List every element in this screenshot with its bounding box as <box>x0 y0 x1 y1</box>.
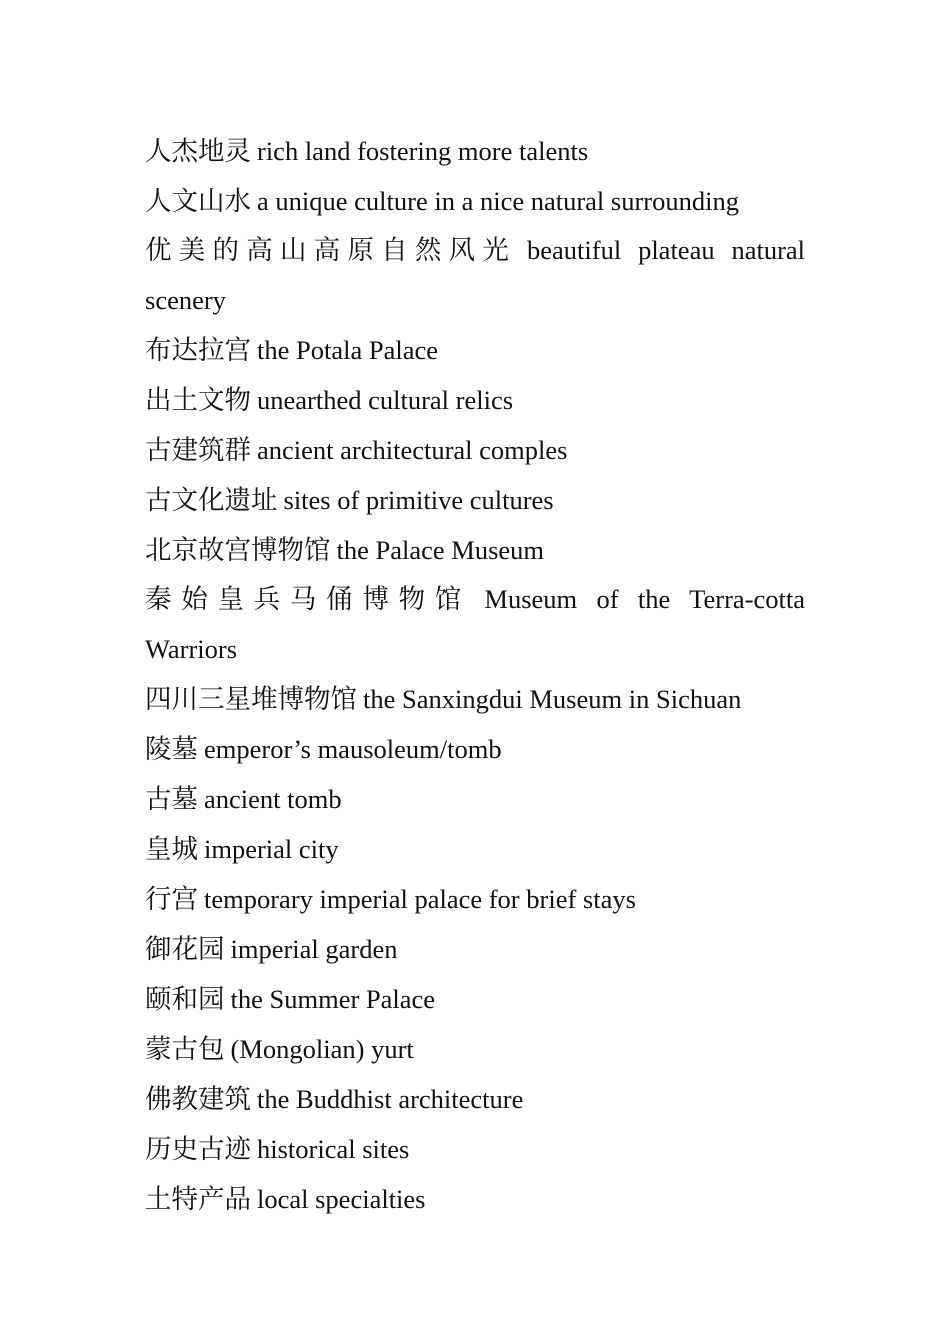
glossary-entry <box>145 375 805 425</box>
entry-english: imperial garden <box>230 934 398 964</box>
entry-chinese: 历史古迹 <box>145 1134 251 1164</box>
entry-chinese: 颐和园 <box>145 984 225 1014</box>
glossary-entry <box>145 1024 805 1074</box>
glossary-entry <box>145 924 805 974</box>
entry-chinese: 皇城 <box>145 834 198 864</box>
entry-chinese: 四川三星堆博物馆 <box>145 684 357 714</box>
entry-english: the Palace Museum <box>336 535 545 565</box>
glossary-entry <box>145 674 805 724</box>
entry-english: temporary imperial palace for brief stays <box>204 884 636 914</box>
entry-chinese: 古文化遗址 <box>145 485 278 515</box>
entry-english: rich land fostering more talents <box>257 136 589 166</box>
glossary-entry <box>145 824 805 874</box>
glossary-entry <box>145 575 805 674</box>
entry-chinese: 行宫 <box>145 884 198 914</box>
entry-chinese: 出土文物 <box>145 385 251 415</box>
entry-english: a unique culture in a nice natural surrounding <box>257 186 739 216</box>
glossary-entry <box>145 1124 805 1174</box>
entry-english: ancient architectural comples <box>257 435 568 465</box>
entry-chinese: 陵墓 <box>145 734 198 764</box>
entry-english: the Potala Palace <box>257 335 439 365</box>
entry-english: (Mongolian) yurt <box>230 1034 414 1064</box>
glossary-page <box>145 126 805 1224</box>
entry-chinese: 人杰地灵 <box>145 136 251 166</box>
entry-chinese: 佛教建筑 <box>145 1084 251 1114</box>
entry-chinese: 布达拉宫 <box>145 335 251 365</box>
glossary-entry <box>145 774 805 824</box>
entry-english: the Sanxingdui Museum in Sichuan <box>363 684 742 714</box>
entry-english: the Buddhist architecture <box>257 1084 524 1114</box>
entry-chinese: 蒙古包 <box>145 1034 225 1064</box>
glossary-entry <box>145 425 805 475</box>
glossary-entry <box>145 176 805 226</box>
entry-chinese: 古墓 <box>145 784 198 814</box>
glossary-entry <box>145 874 805 924</box>
entry-english: historical sites <box>257 1134 410 1164</box>
entry-chinese: 北京故宫博物馆 <box>145 535 331 565</box>
entry-english: ancient tomb <box>204 784 342 814</box>
entry-english: sites of primitive cultures <box>283 485 554 515</box>
glossary-entry <box>145 1174 805 1224</box>
entry-chinese: 优美的高山高原自然风光 <box>145 235 517 265</box>
entry-chinese: 古建筑群 <box>145 435 251 465</box>
glossary-entry <box>145 475 805 525</box>
glossary-entry <box>145 974 805 1024</box>
entry-english: unearthed cultural relics <box>257 385 514 415</box>
glossary-entry <box>145 525 805 575</box>
entry-chinese: 秦始皇兵马俑博物馆 <box>145 584 472 614</box>
entry-chinese: 土特产品 <box>145 1184 251 1214</box>
glossary-entry <box>145 325 805 375</box>
glossary-entry <box>145 1074 805 1124</box>
entry-english: Museum of the Terra-cotta Warriors <box>145 584 806 664</box>
glossary-entry <box>145 126 805 176</box>
glossary-entry <box>145 724 805 774</box>
entry-english: local specialties <box>257 1184 426 1214</box>
entry-chinese: 人文山水 <box>145 186 251 216</box>
glossary-entry <box>145 226 805 325</box>
entry-english: emperor’s mausoleum/tomb <box>204 734 502 764</box>
entry-english: imperial city <box>204 834 339 864</box>
entry-english: beautiful plateau natural scenery <box>145 235 806 315</box>
entry-chinese: 御花园 <box>145 934 225 964</box>
entry-english: the Summer Palace <box>230 984 436 1014</box>
